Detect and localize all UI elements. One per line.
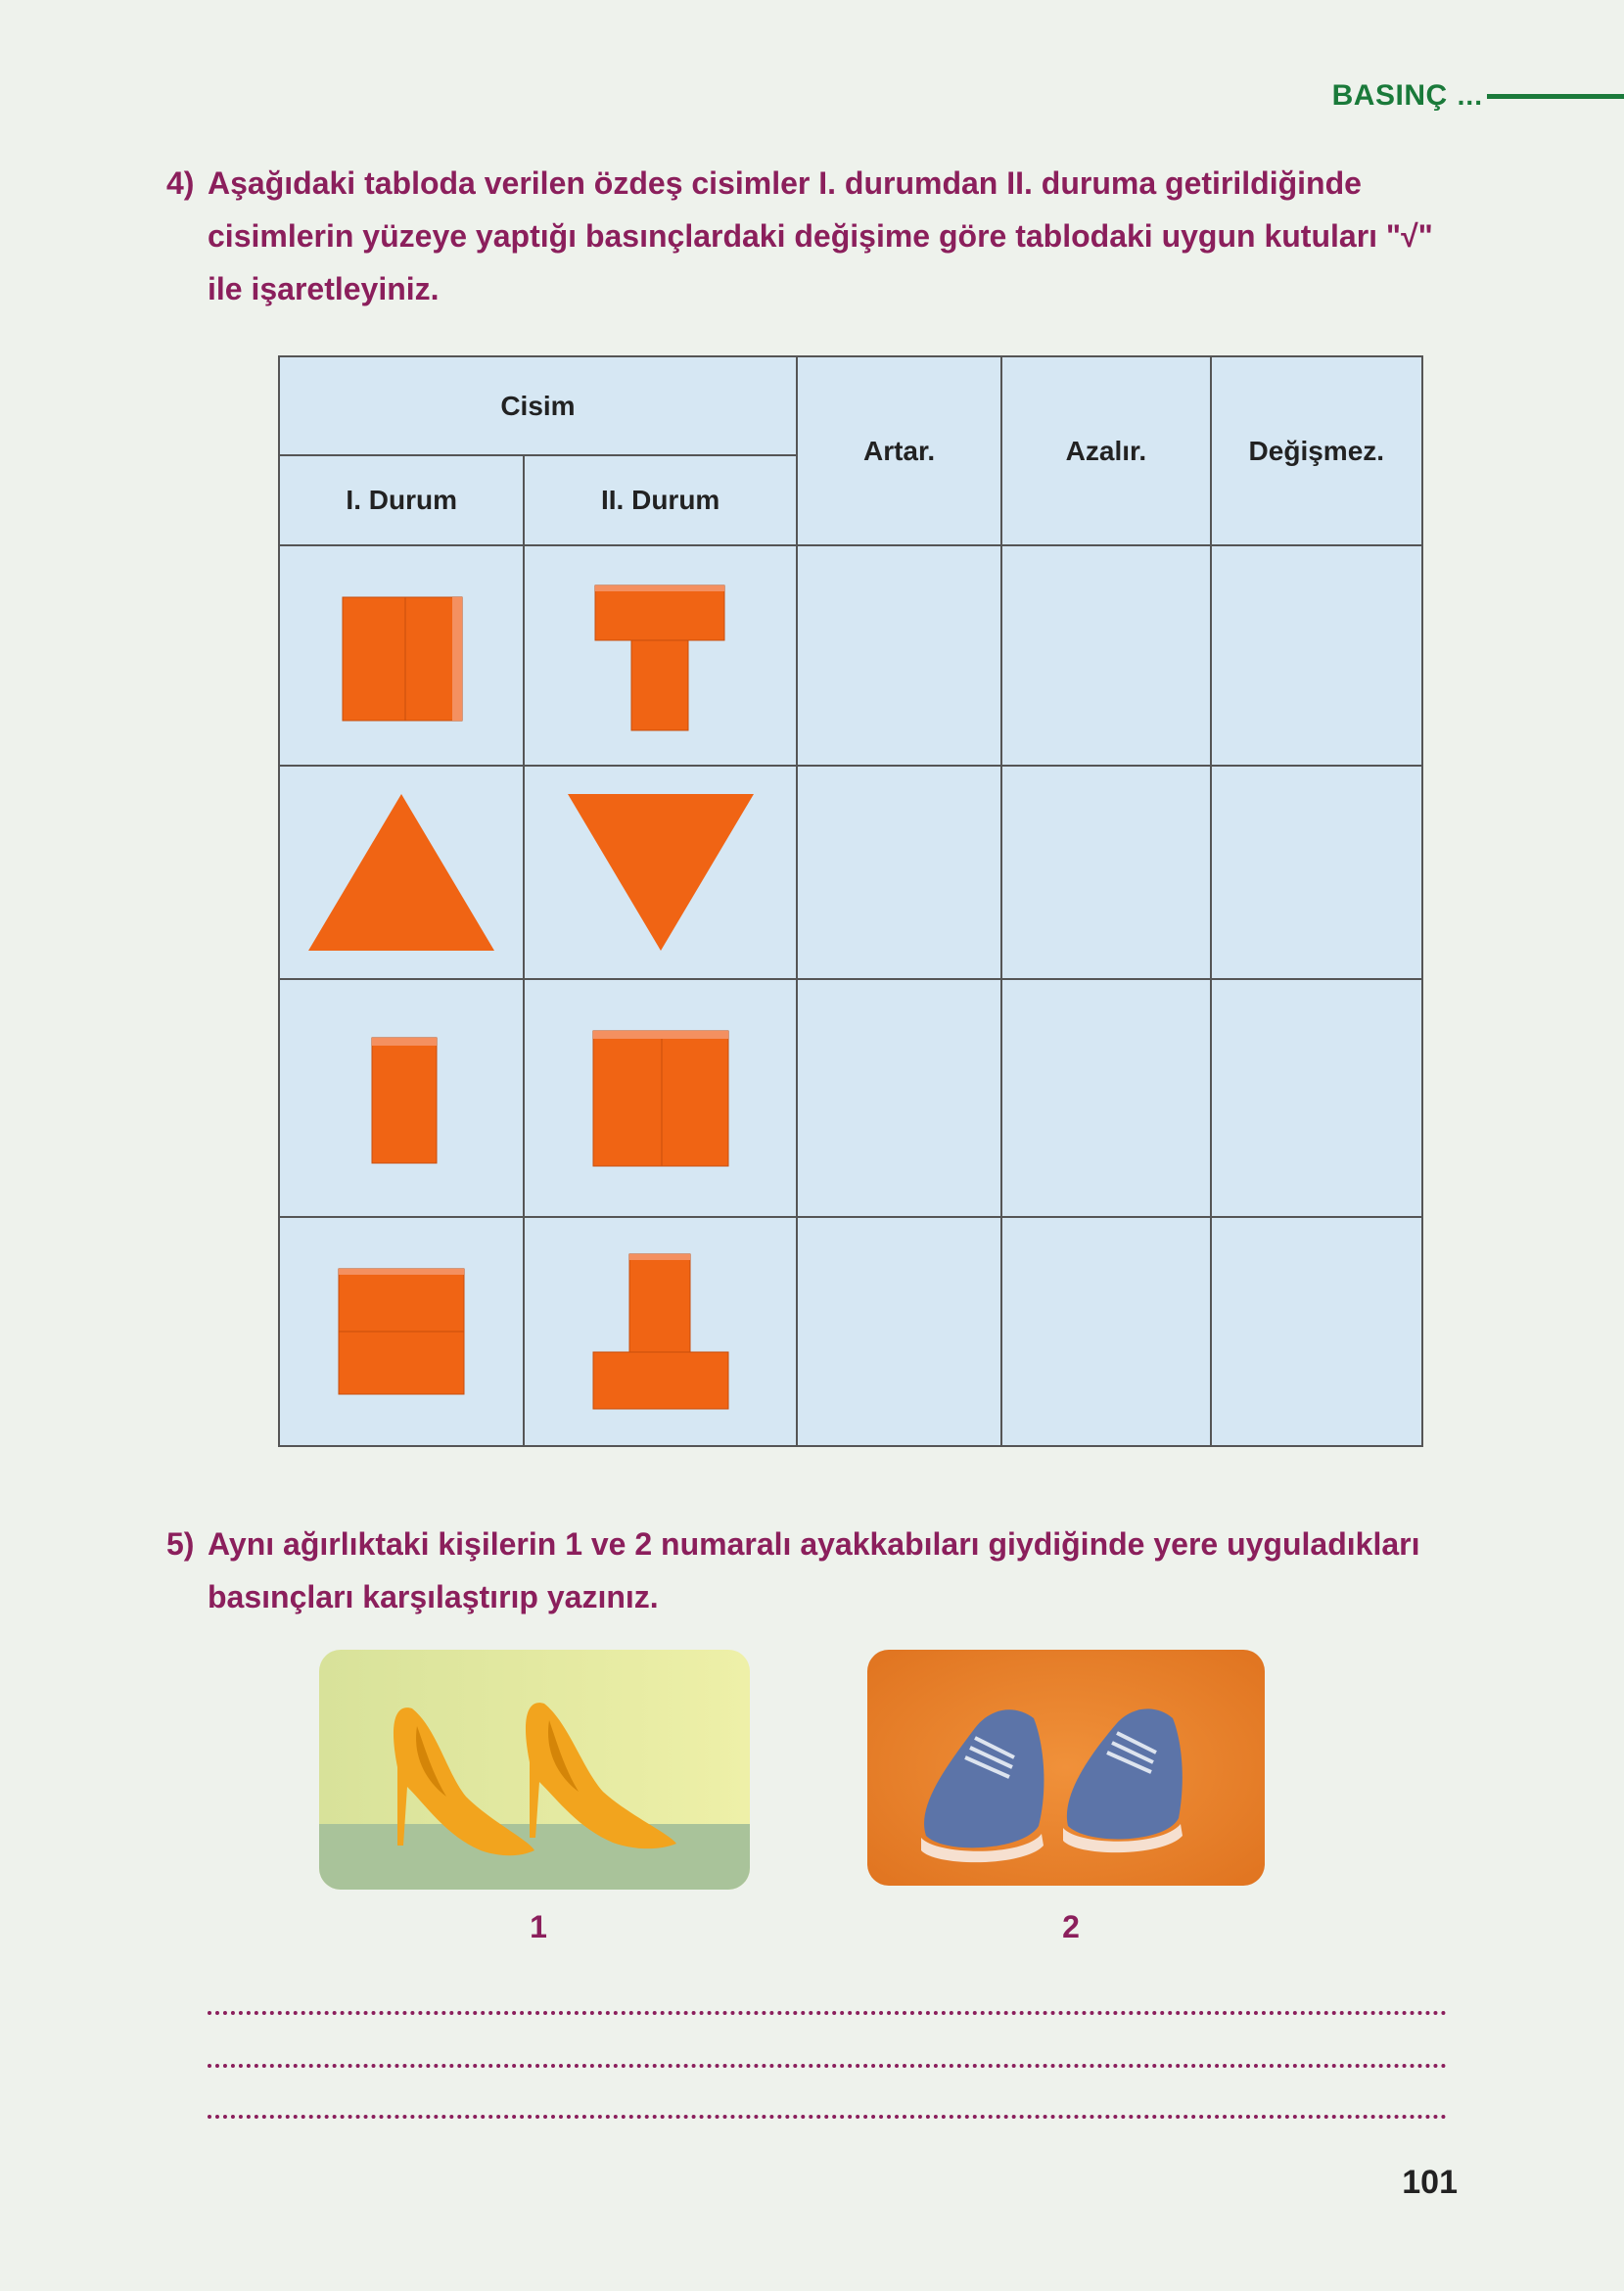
row2-azalir-checkbox[interactable] bbox=[1001, 766, 1210, 979]
chapter-title: BASINÇ bbox=[1331, 79, 1448, 112]
high-heels-photo bbox=[319, 1650, 750, 1890]
artar-header: Artar. bbox=[797, 356, 1001, 545]
row4-state1-shape bbox=[279, 1217, 524, 1446]
row2-artar-checkbox[interactable] bbox=[797, 766, 1001, 979]
row3-azalir-checkbox[interactable] bbox=[1001, 979, 1210, 1217]
row4-artar-checkbox[interactable] bbox=[797, 1217, 1001, 1446]
row3-artar-checkbox[interactable] bbox=[797, 979, 1001, 1217]
row4-state2-shape bbox=[524, 1217, 796, 1446]
question-5-text: Aynı ağırlıktaki kişilerin 1 ve 2 numaralı ayakkabıları giydiğinde yere uyguladıkları basınçları karşılaştırıp yazınız. bbox=[208, 1526, 1420, 1614]
photo-1-caption: 1 bbox=[530, 1909, 547, 1944]
table-row bbox=[279, 545, 1422, 766]
answer-line[interactable] bbox=[208, 2115, 1447, 2119]
row1-artar-checkbox[interactable] bbox=[797, 545, 1001, 766]
question-4-text: Aşağıdaki tabloda verilen özdeş cisimler I. durumdan II. duruma getirildiğinde cisimlerin yüzeye yaptığı basınçlardaki değişime göre tablodaki uygun kutuları "√" ile işaretleyiniz. bbox=[208, 165, 1433, 306]
row2-state2-shape bbox=[524, 766, 796, 979]
answer-line[interactable] bbox=[208, 2011, 1447, 2015]
row3-state1-shape bbox=[279, 979, 524, 1217]
row1-azalir-checkbox[interactable] bbox=[1001, 545, 1210, 766]
header-dots: ... bbox=[1457, 80, 1483, 111]
degismez-header: Değişmez. bbox=[1211, 356, 1422, 545]
table-row bbox=[279, 1217, 1422, 1446]
row1-state2-shape bbox=[524, 545, 796, 766]
answer-line[interactable] bbox=[208, 2064, 1447, 2068]
photo-2-caption: 2 bbox=[1062, 1909, 1080, 1944]
row4-azalir-checkbox[interactable] bbox=[1001, 1217, 1210, 1446]
durum-2-header: II. Durum bbox=[524, 455, 796, 545]
row3-degismez-checkbox[interactable] bbox=[1211, 979, 1422, 1217]
page-header bbox=[1332, 76, 1624, 116]
row3-state2-shape bbox=[524, 979, 796, 1217]
question-5 bbox=[166, 1518, 1468, 1623]
table-row bbox=[279, 766, 1422, 979]
page-number: 101 bbox=[1402, 2164, 1458, 2201]
sneakers-photo bbox=[867, 1650, 1265, 1886]
azalir-header: Azalır. bbox=[1001, 356, 1210, 545]
durum-1-header: I. Durum bbox=[279, 455, 524, 545]
row1-degismez-checkbox[interactable] bbox=[1211, 545, 1422, 766]
question-5-number: 5) bbox=[166, 1526, 195, 1562]
row4-degismez-checkbox[interactable] bbox=[1211, 1217, 1422, 1446]
table-row bbox=[279, 979, 1422, 1217]
header-rule bbox=[1487, 94, 1624, 99]
cisim-header: Cisim bbox=[279, 356, 797, 455]
row2-state1-shape bbox=[279, 766, 524, 979]
question-4-number: 4) bbox=[166, 165, 195, 201]
question-4 bbox=[166, 157, 1468, 315]
row1-state1-shape bbox=[279, 545, 524, 766]
row2-degismez-checkbox[interactable] bbox=[1211, 766, 1422, 979]
pressure-table bbox=[278, 355, 1423, 1447]
